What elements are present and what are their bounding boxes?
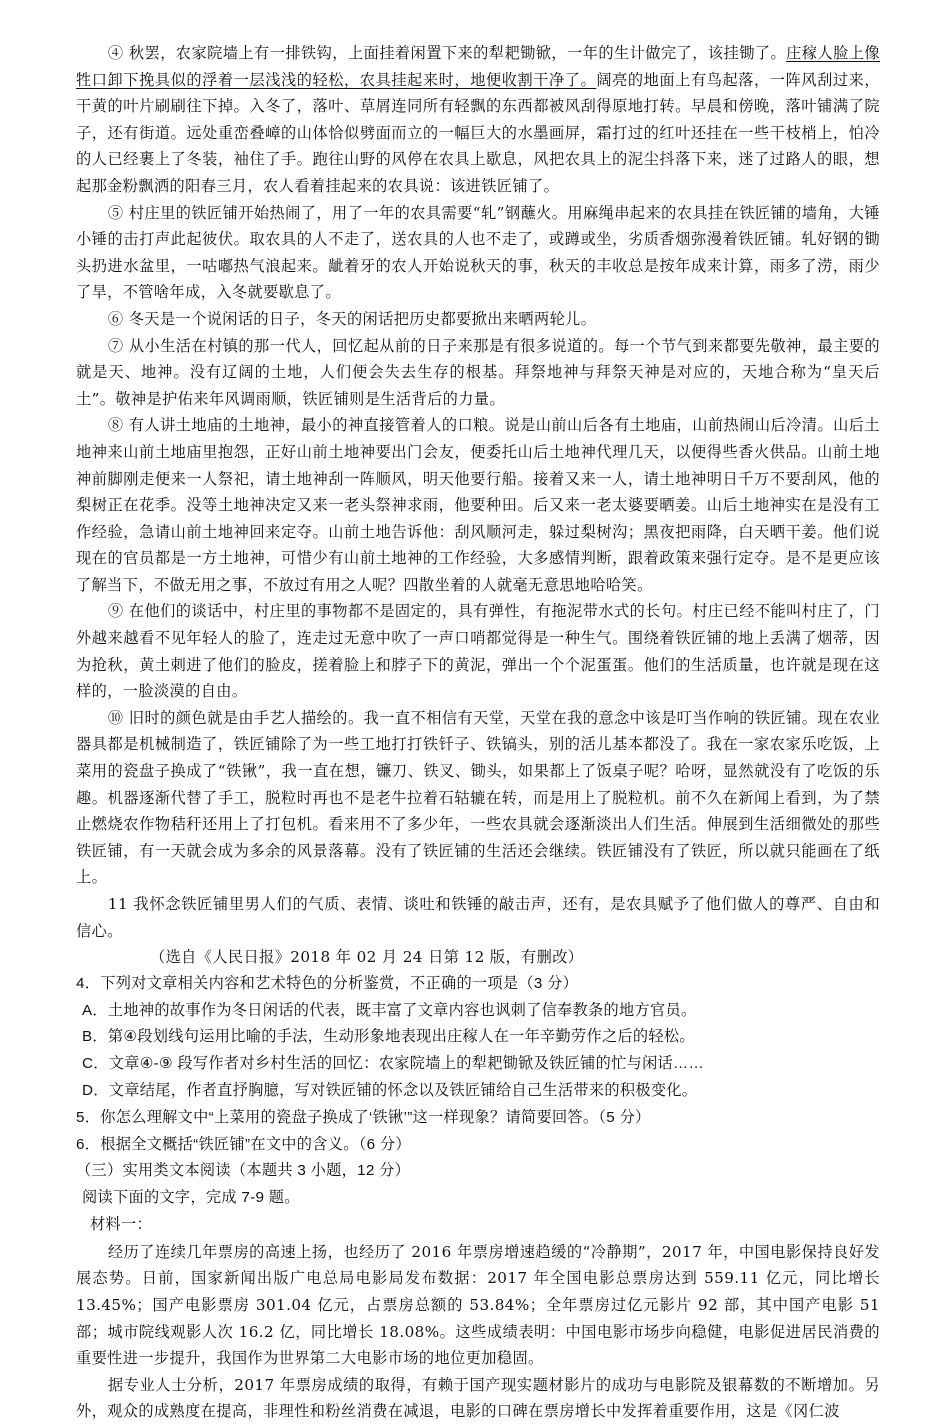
material-1-paragraph-2: 据专业人士分析，2017 年票房成绩的取得，有赖于国产现实题材影片的成功与电影院及银幕数的不断增加。另外，观众的成熟度在提高，非理性和粉丝消费在减退，电影的口碑在票房增长中发挥着重要作用，这是《冈仁波 <box>76 1375 880 1421</box>
paragraph-11: 11 我怀念铁匠铺里男人们的气质、表情、谈吐和铁锤的敲击声，还有，是农具赋予了他们做人的尊严、自由和信心。 <box>76 895 880 940</box>
question-4-option-a: A．土地神的故事作为冬日闲话的代表，既丰富了文章内容也讽刺了信奉教条的地方官员。 <box>82 1001 697 1019</box>
material-1-paragraph-1: 经历了连续几年票房的高速上扬，也经历了 2016 年票房增速趋缓的“冷静期”，2017 年，中国电影保持良好发展态势。日前，国家新闻出版广电总局电影局发布数据：2017 年全国电影总票房达到 559.11 亿元，同比增长 13.45%；国产电影票房 301.04 亿元，占票房总额的 53.84%；全年票房过亿元影片 92 部，其中国产电影 51 部；城市院线观影人次 16.2 亿，同比增长 18.08%。这些成绩表明：中国电影市场步向稳健，电影促进居民消费的重要性进一步提升，我国作为世界第二大电影市场的地位更加稳固。 <box>76 1242 880 1368</box>
question-4-option-d: D．文章结尾，作者直抒胸臆，写对铁匠铺的怀念以及铁匠铺给自己生活带来的积极变化。 <box>82 1081 698 1099</box>
paragraph-10: ⑩ 旧时的颜色就是由手艺人描绘的。我一直不相信有天堂，天堂在我的意念中该是叮当作响的铁匠铺。现在农业器具都是机械制造了，铁匠铺除了为一些工地打打铁钎子、铁镐头，别的活儿基本都没了。我在一家农家乐吃饭，上菜用的瓷盘子换成了“铁锹”，我一直在想，镰刀、铁叉、锄头，如果都上了饭桌子呢？哈呀，显然就没有了吃饭的乐趣。机器逐渐代替了手工，脱粒时再也不是老牛拉着石轱辘在转，而是用上了脱粒机。前不久在新闻上看到，为了禁止燃烧农作物秸秆还用上了打包机。看来用不了多少年，一些农具就会逐渐淡出人们生活。伸展到生活细微处的那些铁匠铺，有一天就会成为多余的风景落幕。没有了铁匠铺的生活还会继续。铁匠铺没有了铁匠，所以就只能画在了纸上。 <box>76 708 880 887</box>
material-1-label: 材料一： <box>90 1215 152 1233</box>
question-4-stem: 4．下列对文章相关内容和艺术特色的分析鉴赏，不正确的一项是（3 分） <box>76 974 579 992</box>
paragraph-6: ⑥ 冬天是一个说闲话的日子，冬天的闲话把历史都要掀出来晒两轮儿。 <box>107 309 597 328</box>
paragraph-5: ⑤ 村庄里的铁匠铺开始热闹了，用了一年的农具需要“轧”钢蘸火。用麻绳串起来的农具挂在铁匠铺的墙角，大锤小锤的击打声此起彼伏。取农具的人不走了，送农具的人也不走了，或蹲或坐，劣质香烟弥漫着铁匠铺。轧好钢的锄头扔进水盆里，一咕嘟热气浪起来。龇着牙的农人开始说秋天的事，秋天的丰收总是按年成来计算，雨多了涝，雨少了旱，不管啥年成，入冬就要歇息了。 <box>76 203 880 302</box>
question-5: 5．你怎么理解文中“上菜用的瓷盘子换成了‘铁锹’”这一样现象？请简要回答。（5 分） <box>76 1108 651 1126</box>
paragraph-7: ⑦ 从小生活在村镇的那一代人，回忆起从前的日子来那是有很多说道的。每一个节气到来都要先敬神，最主要的就是天、地神。没有辽阔的土地，人们便会失去生存的根基。拜祭地神与拜祭天神是对应的，天地合称为“皇天后土”。敬神是护佑来年风调雨顺，铁匠铺则是生活背后的力量。 <box>76 336 880 408</box>
question-4-option-c: C．文章④-⑨ 段写作者对乡村生活的回忆：农家院墙上的犁耙锄锨及铁匠铺的忙与闲话…… <box>82 1055 705 1073</box>
underlined-sentence: 庄稼人脸上像牲口卸下挽具似的浮着一层浅浅的轻松，农具挂起来时，地便收割干净了。 <box>76 44 880 89</box>
section-3-title: （三）实用类文本阅读（本题共 3 小题，12 分） <box>76 1162 411 1180</box>
question-4-option-b: B．第④段划线句运用比喻的手法，生动形象地表现出庄稼人在一年辛勤劳作之后的轻松。 <box>82 1028 695 1046</box>
paragraph-8: ⑧ 有人讲土地庙的土地神，最小的神直接管着人的口粮。说是山前山后各有土地庙，山前热闹山后冷清。山后土地神来山前土地庙里抱怨，正好山前土地神要出门会友，便委托山后土地神代理几天，以便得些香火供品。山前土地神前脚刚走便来一人祭祀，请土地神刮一阵顺风，明天他要行船。接着又来一人，请土地神明日千万不要刮风，他的梨树正在花季。没等土地神决定又来一老头祭神求雨，他要种田。后又来一老太婆要晒姜。山后土地神实在是没有工作经验，急请山前土地神回来定夺。山前土地告诉他：刮风顺河走，躲过梨树沟；黑夜把雨降，白天晒干姜。他们说现在的官员都是一方土地神，可惜少有山前土地神的工作经验，大多感情判断，跟着政策来强行定夺。是不是更应该了解当下，不做无用之事，不放过有用之人呢？四散坐着的人就毫无意思地哈哈笑。 <box>76 416 880 594</box>
paragraph-4-continued: 阔亮的地面上有鸟起落，一阵风刮过来，干黄的叶片刷刷往下掉。入冬了，落叶、草屑连同所有轻飘的东西都被风刮得原地打转。早晨和傍晚，落叶铺满了院子，还有街道。远处重峦叠嶂的山体恰似劈面而立的一幅巨大的水墨画屏，霜打过的红叶还挂在一些干枝梢上，怕冷的人已经裹上了冬装，袖住了手。跑往山野的风停在农具上歇息，风把农具上的泥尘抖落下来，迷了过路人的眼，想起那金粉飘洒的阳春三月，农人看着挂起来的农具说：该进铁匠铺了。 <box>76 70 881 195</box>
section-3-instruction: 阅读下面的文字，完成 7-9 题。 <box>82 1189 300 1207</box>
paragraph-4-text: ④ 秋罢，农家院墙上有一排铁钩，上面挂着闲置下来的犁耙锄锨，一年的生计做完了，该挂锄了。 <box>107 44 787 62</box>
article-source: （选自《人民日报》2018 年 02 月 24 日第 12 版，有删改） <box>150 948 584 967</box>
paragraph-4 <box>76 40 880 200</box>
question-6: 6．根据全文概括“铁匠铺”在文中的含义。（6 分） <box>76 1135 411 1153</box>
paragraph-9: ⑨ 在他们的谈话中，村庄里的事物都不是固定的，具有弹性，有拖泥带水式的长句。村庄已经不能叫村庄了，门外越来越看不见年轻人的脸了，连走过无意中吹了一声口哨都觉得是一种生气。围绕着铁匠铺的地上丢满了烟蒂，因为抢秋，黄土刺进了他们的脸皮，搓着脸上和脖子下的黄泥，弹出一个个泥蛋蛋。他们的生活质量，也许就是现在这样的，一脸淡漠的自由。 <box>76 602 880 701</box>
